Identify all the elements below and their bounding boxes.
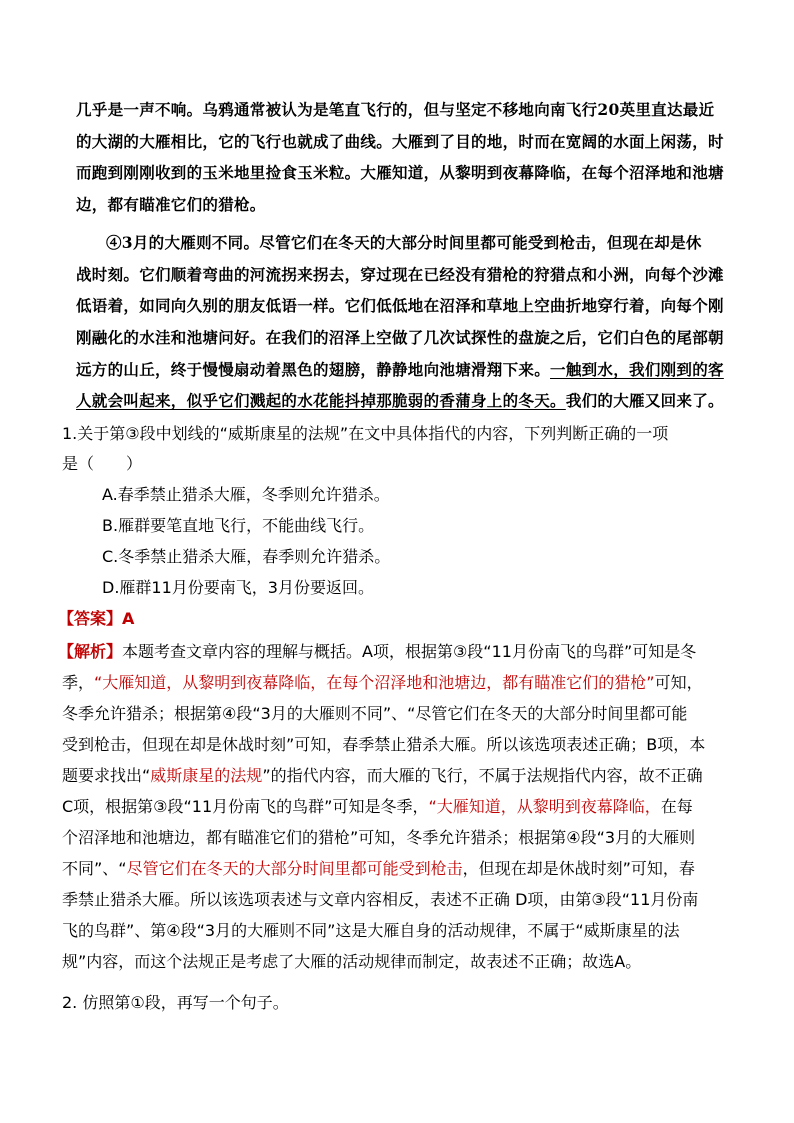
analysis-line: 规”内容，而这个法规正是考虑了大雁的活动规律而制定，故表述不正确；故选A。 xyxy=(62,952,642,971)
passage-line: 刚融化的水洼和池塘问好。在我们的沼泽上空做了几次试探性的盘旋之后，它们白色的尾部朝 xyxy=(76,328,724,347)
analysis-line xyxy=(62,766,703,786)
analysis-line: 冬季允许猎杀；根据第④段“3月的大雁则不同”、“尽管它们在冬天的大部分时间里都可能 xyxy=(62,704,688,723)
question-1-stem-cont: 是（ ） xyxy=(62,454,143,473)
analysis-text: 本题考查文章内容的理解与概括。A项，根据第③段“11月份南飞的鸟群”可知是冬 xyxy=(122,642,697,661)
analysis-text: C项，根据第③段“11月份南飞的鸟群”可知是冬季， xyxy=(62,797,429,816)
option-d: D.雁群11月份要南飞，3月份要返回。 xyxy=(102,578,374,597)
analysis-text: ，但现在却是休战时刻”可知，春 xyxy=(462,859,695,878)
underlined-sentence: 一触到水，我们刚到的客 xyxy=(550,360,724,379)
passage-line: 低语着，如同向久别的朋友低语一样。它们低低地在沼泽和草地上空曲折地穿行着，向每个刚 xyxy=(76,296,724,315)
analysis-line: 个沼泽地和池塘边，都有瞄准它们的猎枪”可知，冬季允许猎杀；根据第④段“3月的大雁则 xyxy=(62,828,696,847)
analysis-line xyxy=(62,673,703,693)
analysis-text: ”的指代内容，而大雁的飞行，不属于法规指代内容，故不正确 xyxy=(262,766,703,785)
analysis-text: 题要求找出“ xyxy=(62,766,151,785)
analysis-text: 不同”、“ xyxy=(62,859,127,878)
underlined-sentence: 人就会叫起来，似乎它们溅起的水花能抖掉那脆弱的香蒲身上的冬天。 xyxy=(76,391,566,410)
answer-value: A xyxy=(122,609,135,628)
passage-text: 远方的山丘，终于慢慢扇动着黑色的翅膀，静静地向池塘滑翔下来。 xyxy=(76,360,551,379)
passage-line xyxy=(76,360,724,380)
analysis-text: 季， xyxy=(62,673,95,692)
passage-line: 而跑到刚刚收到的玉米地里捡食玉米粒。大雁知道，从黎明到夜幕降临，在每个沼泽地和池塘 xyxy=(76,163,724,182)
analysis-quote: “大雁知道，从黎明到夜幕降临，在每个沼泽地和池塘边，都有瞄准它们的猎枪” xyxy=(94,673,655,692)
analysis-line: 受到枪击，但现在却是休战时刻”可知，春季禁止猎杀大雁。所以该选项表述正确；B项，本 xyxy=(62,735,706,754)
analysis-line xyxy=(62,797,693,817)
analysis-quote: 威斯康星的法规 xyxy=(150,766,263,785)
option-a: A.春季禁止猎杀大雁，冬季则允许猎杀。 xyxy=(102,485,390,504)
passage-line: ④3月的大雁则不同。尽管它们在冬天的大部分时间里都可能受到枪击，但现在却是休 xyxy=(106,233,702,252)
analysis-quote: “大雁知道，从黎明到夜幕降临， xyxy=(428,797,661,816)
question-2-stem: 2. 仿照第①段，再写一个句子。 xyxy=(62,993,289,1012)
analysis-text: 在每 xyxy=(660,797,693,816)
option-c: C.冬季禁止猎杀大雁，春季则允许猎杀。 xyxy=(102,547,391,566)
analysis-line: 季禁止猎杀大雁。所以该选项表述与文章内容相反，表述不正确 D项，由第③段“11月份南 xyxy=(62,890,699,909)
analysis-line xyxy=(62,859,695,879)
passage-line: 的大湖的大雁相比，它的飞行也就成了曲线。大雁到了目的地，时而在宽阔的水面上闲荡，时 xyxy=(76,132,724,151)
answer-label: 【答案】 xyxy=(58,609,123,628)
passage-line: 战时刻。它们顺着弯曲的河流拐来拐去，穿过现在已经没有猎枪的狩猎点和小洲，向每个沙滩 xyxy=(76,265,724,284)
passage-text: 我们的大雁又回来了。 xyxy=(565,391,724,410)
passage-line: 边，都有瞄准它们的猎枪。 xyxy=(76,195,266,214)
passage-line xyxy=(76,391,724,411)
question-1-stem: 1.关于第③段中划线的“威斯康星的法规”在文中具体指代的内容，下列判断正确的一项 xyxy=(62,424,669,443)
analysis-label: 【解析】 xyxy=(58,642,123,661)
passage-line: 几乎是一声不响。乌鸦通常被认为是笔直飞行的，但与坚定不移地向南飞行20英里直达最近 xyxy=(76,100,715,119)
answer-line xyxy=(58,609,134,629)
analysis-quote: 尽管它们在冬天的大部分时间里都可能受到枪击 xyxy=(126,859,463,878)
option-b: B.雁群要笔直地飞行，不能曲线飞行。 xyxy=(102,516,375,535)
analysis-text: 可知， xyxy=(654,673,703,692)
analysis-line xyxy=(58,642,696,662)
analysis-line: 飞的鸟群”、第④段“3月的大雁则不同”这是大雁自身的活动规律，不属于“威斯康星的法 xyxy=(62,921,680,940)
